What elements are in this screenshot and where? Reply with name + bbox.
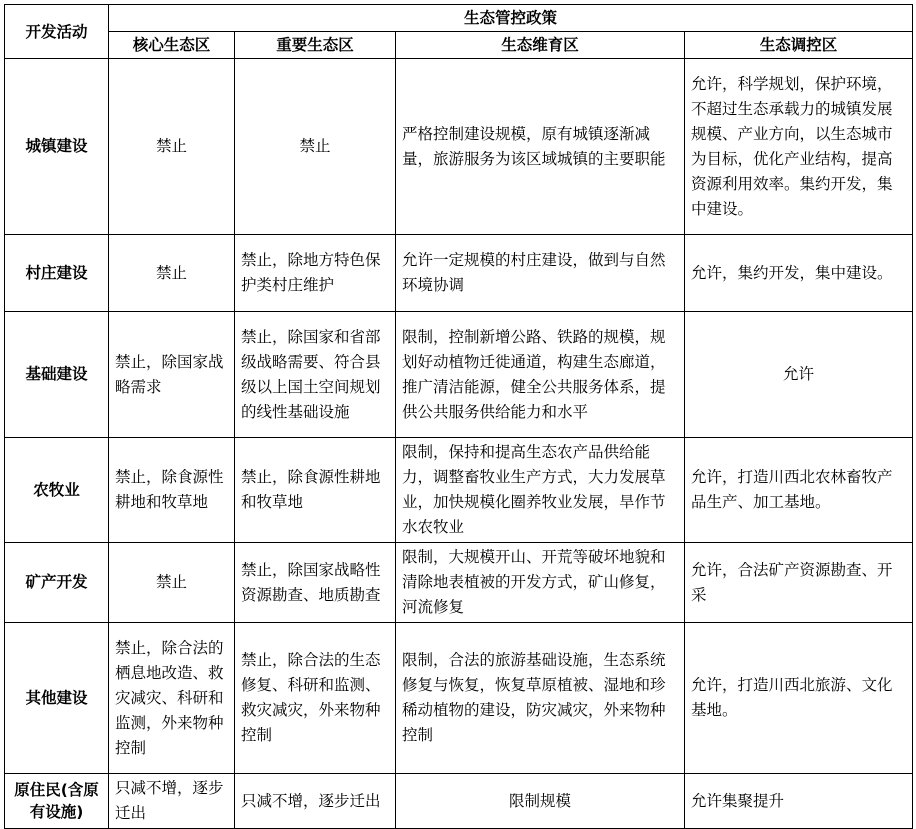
regulate-zone-cell: 允许，打造川西北旅游、文化基地。 bbox=[685, 623, 913, 774]
table-row bbox=[5, 623, 913, 774]
regulate-zone-cell: 允许 bbox=[685, 312, 913, 438]
activity-cell: 村庄建设 bbox=[5, 235, 109, 312]
activity-cell: 矿产开发 bbox=[5, 543, 109, 623]
table-row bbox=[5, 438, 913, 543]
regulate-zone-cell: 允许，打造川西北农林畜牧产品生产、加工基地。 bbox=[685, 438, 913, 543]
table-row bbox=[5, 774, 913, 829]
table-header bbox=[5, 5, 913, 59]
table-row bbox=[5, 235, 913, 312]
core-zone-cell: 禁止 bbox=[109, 543, 235, 623]
activity-cell: 城镇建设 bbox=[5, 59, 109, 235]
header-zone-important: 重要生态区 bbox=[235, 32, 396, 59]
important-zone-cell: 只减不增，逐步迁出 bbox=[235, 774, 396, 829]
regulate-zone-cell: 允许，集约开发，集中建设。 bbox=[685, 235, 913, 312]
header-zone-regulate: 生态调控区 bbox=[685, 32, 913, 59]
core-zone-cell: 禁止 bbox=[109, 235, 235, 312]
activity-cell: 基础建设 bbox=[5, 312, 109, 438]
table-body bbox=[5, 59, 913, 829]
important-zone-cell: 禁止，除地方特色保护类村庄维护 bbox=[235, 235, 396, 312]
core-zone-cell: 禁止，除合法的栖息地改造、救灾减灾、科研和监测，外来物种控制 bbox=[109, 623, 235, 774]
table-row bbox=[5, 543, 913, 623]
header-zone-maintain: 生态维育区 bbox=[396, 32, 685, 59]
header-policy-group: 生态管控政策 bbox=[109, 5, 913, 32]
header-zone-core: 核心生态区 bbox=[109, 32, 235, 59]
table-row bbox=[5, 312, 913, 438]
regulate-zone-cell: 允许集聚提升 bbox=[685, 774, 913, 829]
activity-cell: 农牧业 bbox=[5, 438, 109, 543]
activity-cell: 原住民(含原有设施) bbox=[5, 774, 109, 829]
important-zone-cell: 禁止，除食源性耕地和牧草地 bbox=[235, 438, 396, 543]
important-zone-cell: 禁止，除合法的生态修复、科研和监测、救灾减灾，外来物种控制 bbox=[235, 623, 396, 774]
regulate-zone-cell: 允许，合法矿产资源勘查、开采 bbox=[685, 543, 913, 623]
core-zone-cell: 禁止，除国家战略需求 bbox=[109, 312, 235, 438]
table-row bbox=[5, 59, 913, 235]
important-zone-cell: 禁止 bbox=[235, 59, 396, 235]
maintain-zone-cell: 限制，控制新增公路、铁路的规模，规划好动植物迁徙通道，构建生态廊道，推广清洁能源，健全公共服务体系，提供公共服务供给能力和水平 bbox=[396, 312, 685, 438]
activity-cell: 其他建设 bbox=[5, 623, 109, 774]
maintain-zone-cell: 限制，保持和提高生态农产品供给能力，调整畜牧业生产方式，大力发展草业，加快规模化圈养牧业发展，旱作节水农牧业 bbox=[396, 438, 685, 543]
core-zone-cell: 只减不增，逐步迁出 bbox=[109, 774, 235, 829]
maintain-zone-cell: 允许一定规模的村庄建设，做到与自然环境协调 bbox=[396, 235, 685, 312]
maintain-zone-cell: 限制规模 bbox=[396, 774, 685, 829]
core-zone-cell: 禁止，除食源性耕地和牧草地 bbox=[109, 438, 235, 543]
important-zone-cell: 禁止，除国家战略性资源勘查、地质勘查 bbox=[235, 543, 396, 623]
maintain-zone-cell: 限制，合法的旅游基础设施，生态系统修复与恢复，恢复草原植被、湿地和珍稀动植物的建设，防灾减灾，外来物种控制 bbox=[396, 623, 685, 774]
maintain-zone-cell: 限制，大规模开山、开荒等破坏地貌和清除地表植被的开发方式，矿山修复，河流修复 bbox=[396, 543, 685, 623]
header-activity: 开发活动 bbox=[5, 5, 109, 59]
core-zone-cell: 禁止 bbox=[109, 59, 235, 235]
maintain-zone-cell: 严格控制建设规模，原有城镇逐渐减量，旅游服务为该区域城镇的主要职能 bbox=[396, 59, 685, 235]
policy-table bbox=[4, 4, 913, 829]
important-zone-cell: 禁止，除国家和省部级战略需要、符合县级以上国土空间规划的线性基础设施 bbox=[235, 312, 396, 438]
regulate-zone-cell: 允许，科学规划，保护环境，不超过生态承载力的城镇发展规模、产业方向，以生态城市为目标，优化产业结构，提高资源利用效率。集约开发，集中建设。 bbox=[685, 59, 913, 235]
